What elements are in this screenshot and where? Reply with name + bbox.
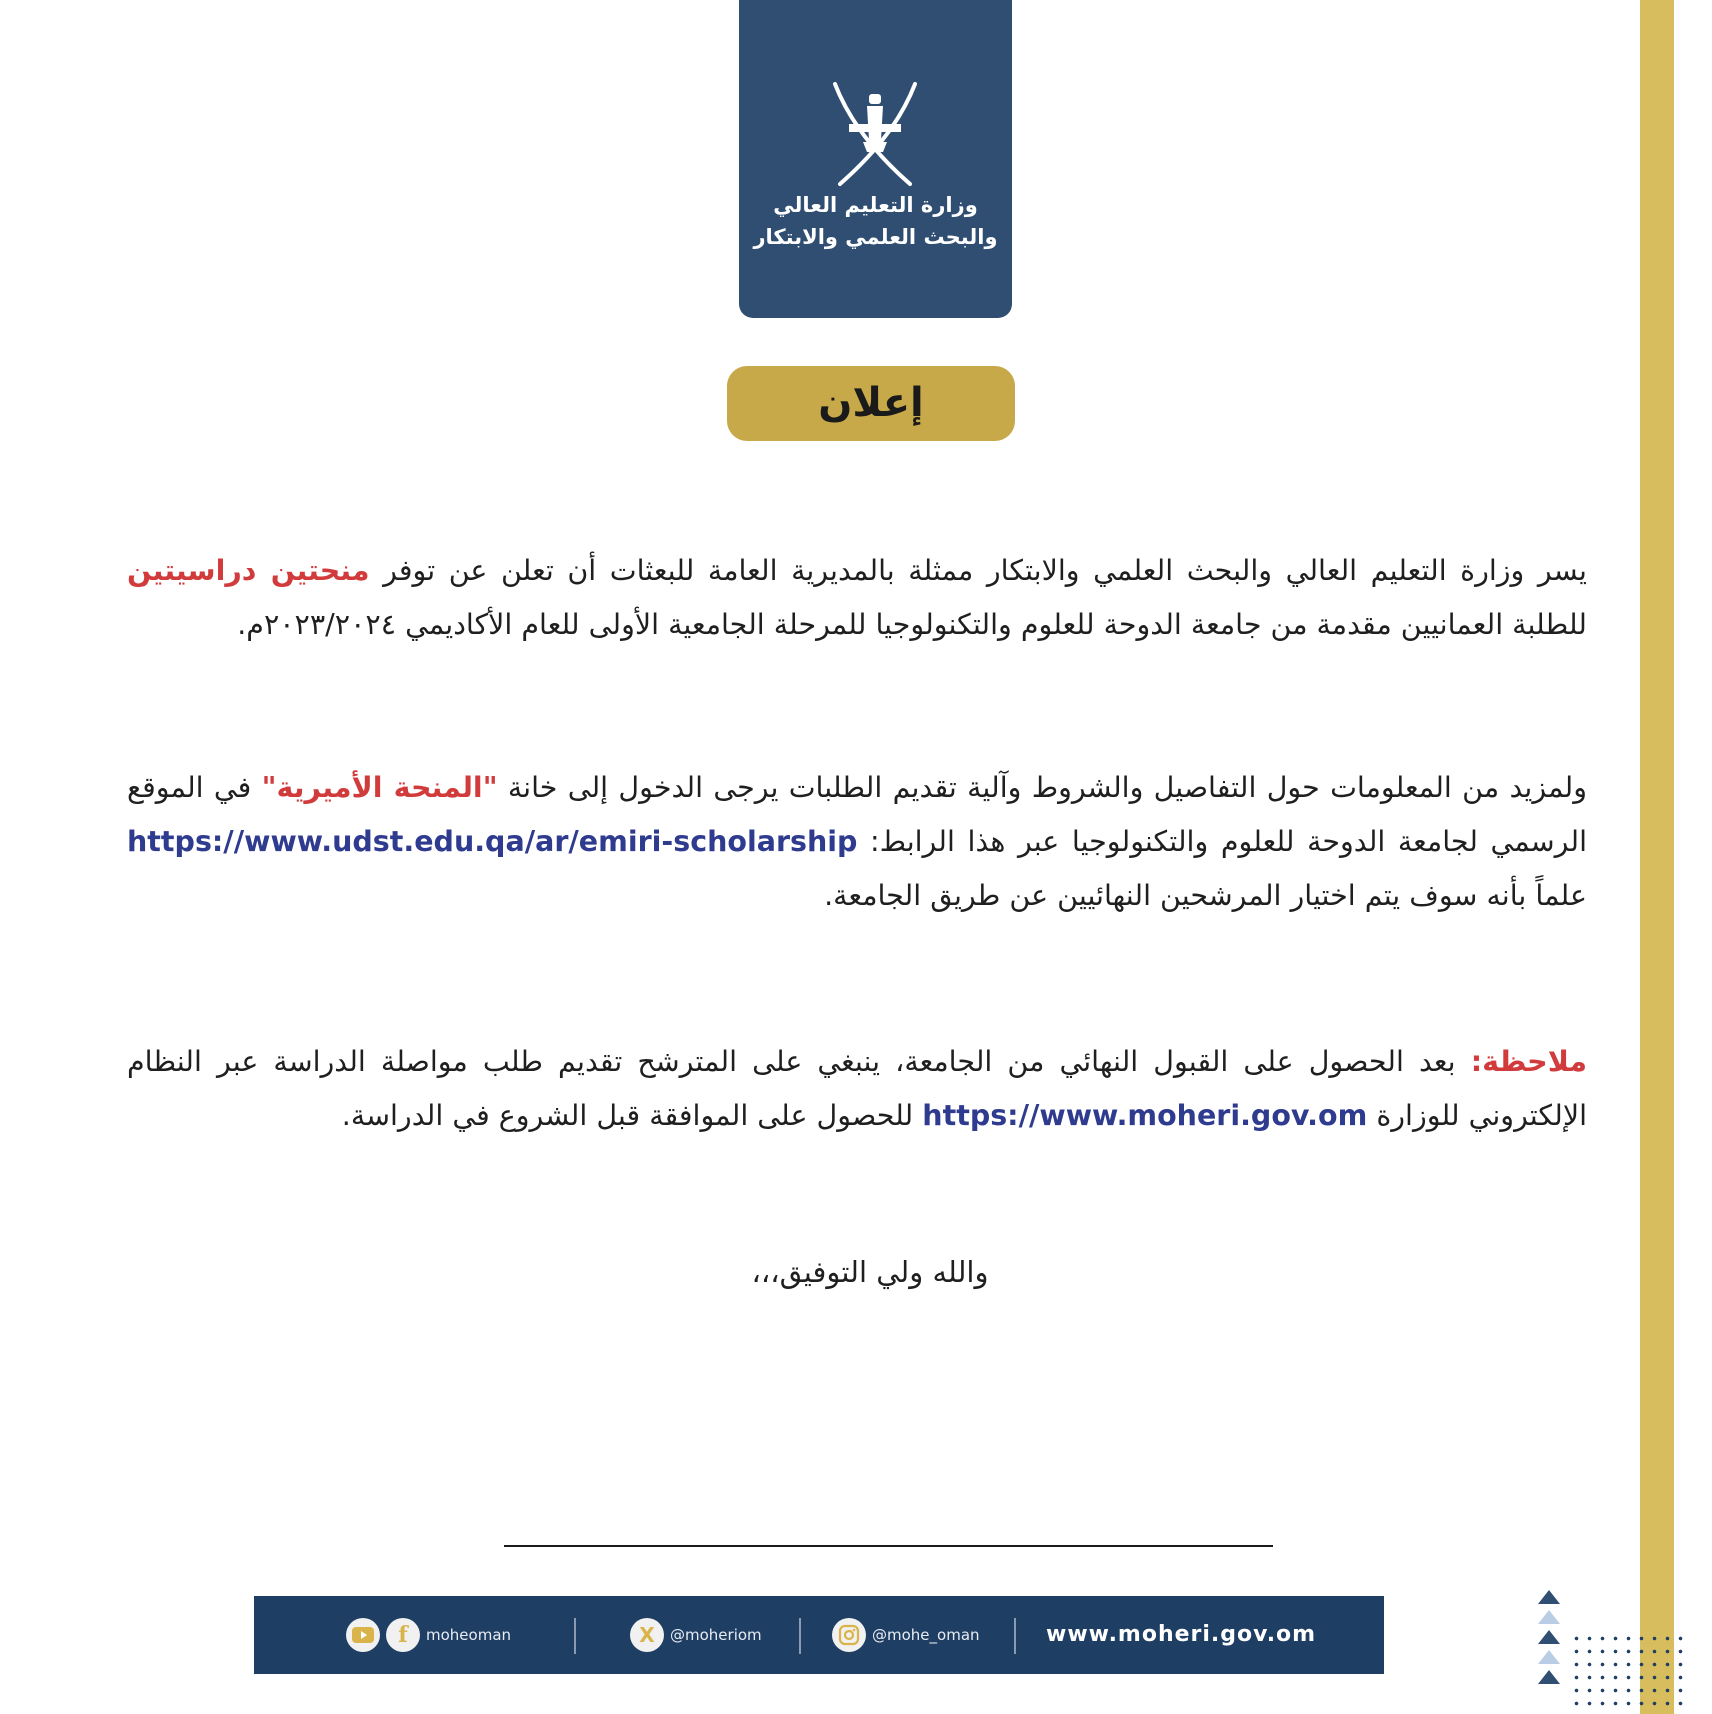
moheri-link[interactable]: https://www.moheri.gov.om [922,1099,1368,1132]
details-text-2: في الموقع الرسمي لجامعة الدوحة للعلوم والتكنولوجيا عبر هذا الرابط: [127,771,1587,858]
ministry-logo [739,0,1012,318]
footer-separator [504,1545,1273,1547]
footer-bar [254,1596,1384,1674]
decorative-dots [1570,1632,1690,1714]
footer-handle-moheoman: moheoman [426,1626,512,1644]
emiri-scholarship-highlight: "المنحة الأميرية" [261,771,498,804]
footer-divider [799,1618,801,1654]
instagram-icon [832,1618,866,1652]
paragraph-intro [127,544,1587,652]
intro-text-2: للطلبة العمانيين مقدمة من جامعة الدوحة للعلوم والتكنولوجيا للمرحلة الجامعية الأولى للعام الأكاديمي ٢٠٢٣/٢٠٢٤م. [237,608,1587,641]
announcement-badge: إعلان [727,366,1015,441]
decorative-triangles [1538,1590,1562,1690]
logo-text-line-1: وزارة التعليم العالي [773,193,978,217]
scholarship-highlight: منحتين دراسيتين [127,554,370,587]
note-text-1: بعد الحصول على القبول النهائي من الجامعة، ينبغي على المترشح تقديم طلب مواصلة الدراسة عبر النظام الإلكتروني للوزارة [127,1045,1587,1132]
closing-line: والله ولي التوفيق،،، [751,1255,989,1289]
note-label: ملاحظة: [1470,1045,1587,1078]
footer-handle-x: @moheriom [670,1626,762,1644]
udst-link[interactable]: https://www.udst.edu.qa/ar/emiri-scholarship [127,825,858,858]
paragraph-note [127,1035,1587,1143]
footer-handle-instagram: @mohe_oman [872,1626,980,1644]
footer-instagram[interactable] [832,1596,980,1674]
note-text-2: للحصول على الموافقة قبل الشروع في الدراسة. [341,1099,923,1132]
footer-website[interactable]: www.moheri.gov.om [1046,1622,1317,1647]
details-text-1: ولمزيد من المعلومات حول التفاصيل والشروط وآلية تقديم الطلبات يرجى الدخول إلى خانة [497,771,1588,804]
x-icon: X [630,1618,664,1652]
oman-emblem-icon [815,76,935,196]
youtube-icon [346,1618,380,1652]
details-text-3: علماً بأنه سوف يتم اختيار المرشحين النهائيين عن طريق الجامعة. [824,879,1587,912]
footer-x[interactable] [630,1596,762,1674]
footer-youtube-facebook[interactable] [346,1596,511,1674]
footer-divider [574,1618,576,1654]
footer-divider [1014,1618,1016,1654]
paragraph-details [127,761,1587,923]
intro-text-1: يسر وزارة التعليم العالي والبحث العلمي والابتكار ممثلة بالمديرية العامة للبعثات أن تعلن عن توفر [369,554,1587,587]
facebook-icon: f [386,1618,420,1652]
logo-text-line-2: والبحث العلمي والابتكار [753,225,998,249]
gold-side-bar [1640,0,1674,1714]
